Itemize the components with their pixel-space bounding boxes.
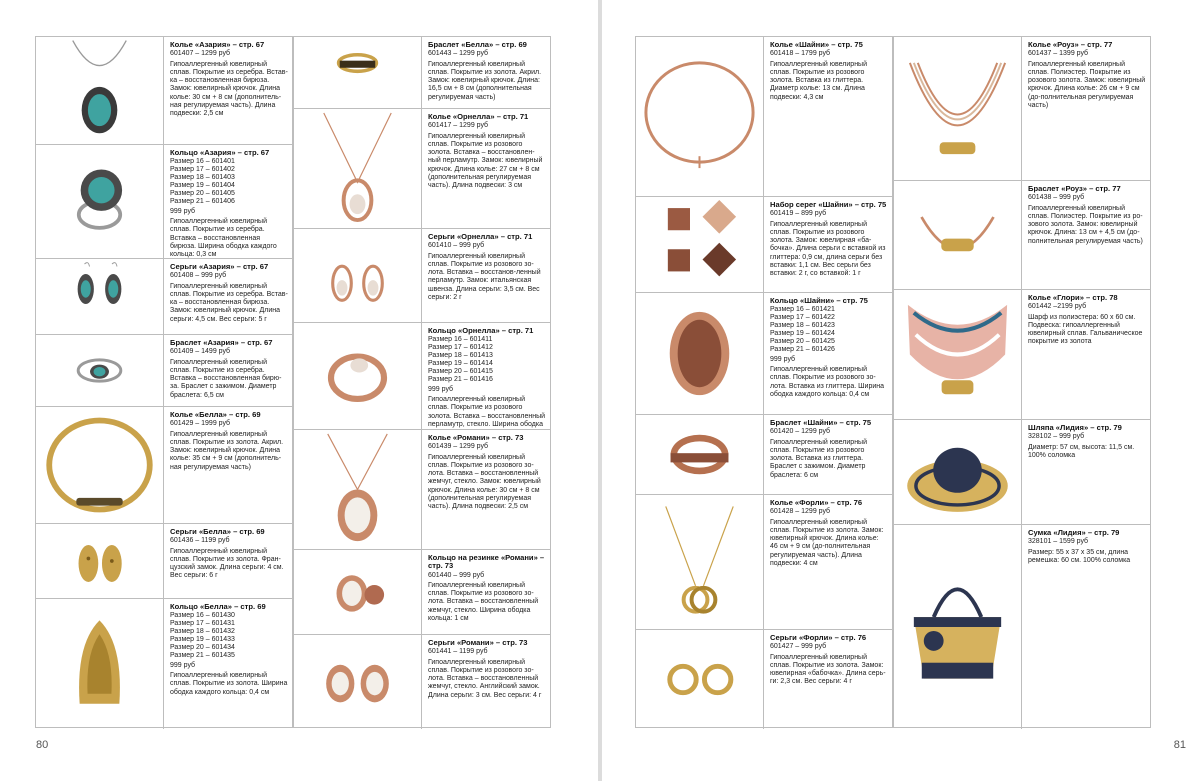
product-title: Колье «Шайни» – стр. 75 <box>770 40 863 49</box>
product-description: Гипоаллергенный ювелирный сплав. Покрытие из розового золота. Вставка из глиттера. Диаметр колье: 13 см. Длина подвески: 4,3 см <box>770 60 867 101</box>
product-info <box>422 635 550 729</box>
rings-bracelet-icon <box>894 181 1022 289</box>
glitter-bangle-icon <box>636 415 764 494</box>
size-list <box>170 612 288 659</box>
rose-drop-earrings-icon <box>294 229 422 322</box>
product-title: Колье «Белла» – стр. 69 <box>170 410 261 419</box>
product-description: Гипоаллергенный ювелирный сплав. Полиэстер. Покрытие из розового золота. Замок: ювелирный крючок. Длина колье: 26 см + 9 см (до-полнительная регулируемая часть) <box>1028 60 1146 110</box>
product-title: Шляпа «Лидия» – стр. 79 <box>1028 423 1122 432</box>
column-1 <box>35 36 293 728</box>
size-entry: Размер 21 – 601406 <box>170 197 235 205</box>
product-cell <box>894 37 1150 181</box>
gold-ring-icon <box>36 599 164 729</box>
size-entry: Размер 16 – 601401 <box>170 158 235 166</box>
product-info <box>164 259 292 334</box>
product-description: Гипоаллергенный ювелирный сплав. Покрытие из розового зо-лота. Вставка – восстановленный жемчуг, стекло. Ширина ободка кольца: 1 см <box>428 581 539 623</box>
size-entry: Размер 19 – 601424 <box>770 330 835 338</box>
product-info <box>164 524 292 598</box>
product-code-price: 328101 – 1599 руб <box>1028 538 1089 546</box>
product-cell <box>636 495 892 630</box>
product-cell <box>294 323 550 430</box>
product-description: Гипоаллергенный ювелирный сплав. Покрытие из серебра. Вставка – восстановленная бирюза. Ширина ободка каждого кольца: 0,3 см <box>170 218 277 258</box>
product-description: Гипоаллергенный ювелирный сплав. Покрытие из розового золота. Вставка – восстановлен-ный перламутр. Замок: ювелирный крючок. Длина колье: 27 см + 8 см (дополнительная регулируемая часть). Длина подвески: 3 см <box>428 132 543 190</box>
glitter-ring-icon <box>636 293 764 414</box>
product-title: Кольцо «Белла» – стр. 69 <box>170 602 266 611</box>
product-title: Сумка «Лидия» – стр. 79 <box>1028 528 1120 537</box>
product-cell <box>294 550 550 635</box>
product-description: Гипоаллергенный ювелирный сплав. Покрытие из серебра. Встав-ка – восстановленная бирюза. Замок: ювелирный крючок. Длина серьги: 4,5 см. Вес серьги: 5 г <box>170 282 288 323</box>
size-list <box>428 336 546 383</box>
size-entry: Размер 18 – 601432 <box>170 628 235 636</box>
product-info <box>764 37 892 196</box>
size-entry: Размер 20 – 601434 <box>170 643 235 651</box>
turquoise-earrings-icon <box>36 259 164 334</box>
product-description: Диаметр: 57 см, высота: 11,5 см. 100% соломка <box>1028 443 1135 459</box>
product-code-price: 601440 – 999 руб <box>428 571 485 579</box>
product-title: Колье «Орнелла» – стр. 71 <box>428 112 529 121</box>
product-cell <box>294 635 550 729</box>
product-title: Колье «Роуз» – стр. 77 <box>1028 40 1113 49</box>
product-title: Колье «Азария» – стр. 67 <box>170 40 265 49</box>
product-title: Браслет «Роуз» – стр. 77 <box>1028 184 1121 193</box>
gold-knot-necklace-icon <box>636 495 764 629</box>
product-info <box>764 293 892 414</box>
product-code-price: 328102 – 999 руб <box>1028 433 1085 441</box>
size-list <box>170 158 288 205</box>
product-info <box>1022 420 1150 524</box>
turquoise-ring-icon <box>36 145 164 258</box>
size-list <box>770 306 888 353</box>
product-description: Гипоаллергенный ювелирный сплав. Покрытие из золота. Замок: ювелирный крючок. Длина колье: 46 см + 9 см (до-полнительная регулируемая часть). Длина подвески: 4 см <box>770 518 884 568</box>
pearl-earrings-icon <box>294 635 422 729</box>
product-price: 999 руб <box>170 207 196 215</box>
product-code-price: 601438 – 999 руб <box>1028 194 1085 202</box>
product-description: Гипоаллергенный ювелирный сплав. Покрытие из розового зо-лота. Вставка – восстановленный жемчуг, стекло. Английский замок. Длина серьги: 3 см. Вес серьги: 4 г <box>428 658 542 699</box>
product-info <box>422 229 550 322</box>
page-number-right: 81 <box>1173 739 1186 751</box>
straw-hat-icon <box>894 420 1022 524</box>
square-stud-earrings-icon <box>636 197 764 292</box>
product-info <box>1022 37 1150 180</box>
turquoise-bracelet-icon <box>36 335 164 406</box>
product-info <box>164 37 292 144</box>
product-code-price: 601417 – 1299 руб <box>428 122 489 130</box>
gold-earrings-icon <box>36 524 164 598</box>
product-description: Гипоаллергенный ювелирный сплав. Покрытие из розового зо-лота. Вставка из глиттера. Ширина ободка каждого кольца: 0,4 см <box>770 366 885 398</box>
product-description: Гипоаллергенный ювелирный сплав. Покрытие из золота. Акрил. Замок: ювелирный крючок. Длина: 16,5 см + 8 см (дополнительная регулируемая часть) <box>428 60 542 101</box>
product-code-price: 601441 – 1199 руб <box>428 648 488 656</box>
size-entry: Размер 17 – 601412 <box>428 344 493 352</box>
product-title: Серьги «Белла» – стр. 69 <box>170 527 265 536</box>
size-entry: Размер 21 – 601416 <box>428 375 493 383</box>
column-4 <box>893 36 1151 728</box>
product-cell <box>636 630 892 729</box>
product-title: Кольцо на резинке «Романи» – стр. 73 <box>428 553 545 571</box>
product-code-price: 601410 – 999 руб <box>428 242 485 250</box>
left-page <box>0 0 598 781</box>
product-title: Серьги «Азария» – стр. 67 <box>170 262 269 271</box>
product-cell <box>636 37 892 197</box>
product-info <box>164 599 292 729</box>
product-cell <box>294 229 550 323</box>
product-description: Гипоаллергенный ювелирный сплав. Покрытие из золота. Фран-цузский замок. Длина серьги: 4 см. Вес серьги: 6 г <box>170 547 284 580</box>
product-info <box>422 550 550 634</box>
product-info <box>1022 525 1150 729</box>
product-cell <box>894 525 1150 729</box>
column-3 <box>635 36 893 728</box>
product-cell <box>636 293 892 415</box>
product-title: Серьги «Орнелла» – стр. 71 <box>428 232 533 241</box>
product-title: Колье «Романи» – стр. 73 <box>428 433 524 442</box>
product-description: Гипоаллергенный ювелирный сплав. Покрытие из золота. Ширина ободка каждого кольца: 0,4 см <box>170 672 288 696</box>
product-code-price: 601409 – 1499 руб <box>170 348 231 356</box>
product-code-price: 601427 – 999 руб <box>770 643 827 651</box>
size-entry: Размер 16 – 601411 <box>428 336 493 344</box>
product-cell <box>636 197 892 293</box>
product-info <box>164 335 292 406</box>
size-entry: Размер 18 – 601403 <box>170 174 235 182</box>
size-entry: Размер 20 – 601415 <box>428 367 493 375</box>
product-title: Браслет «Азария» – стр. 67 <box>170 338 273 347</box>
product-info <box>764 495 892 629</box>
gold-collar-necklace-icon <box>36 407 164 523</box>
size-entry: Размер 17 – 601422 <box>770 314 835 322</box>
size-entry: Размер 21 – 601435 <box>170 651 235 659</box>
page-number-left: 80 <box>36 739 49 751</box>
size-entry: Размер 17 – 601402 <box>170 166 235 174</box>
product-title: Кольцо «Орнелла» – стр. 71 <box>428 326 534 335</box>
product-cell <box>36 145 292 259</box>
right-page <box>602 0 1200 781</box>
product-description: Гипоаллергенный ювелирный сплав. Покрытие из розового зо-лота. Вставка – восстанов-ленный перламутр. Замок: итальянская швенза. Длина серьги: 3,5 см. Вес серьги: 2 г <box>428 252 541 302</box>
product-cell <box>294 430 550 550</box>
product-title: Кольцо «Азария» – стр. 67 <box>170 148 270 157</box>
product-cell <box>894 181 1150 290</box>
pearl-ring-icon <box>294 550 422 634</box>
straw-bag-icon <box>894 525 1022 729</box>
product-price: 999 руб <box>428 385 454 393</box>
gold-hoop-earrings-icon <box>636 630 764 729</box>
product-cell <box>36 407 292 524</box>
product-info <box>422 323 550 429</box>
product-cell <box>36 259 292 335</box>
product-info <box>164 407 292 523</box>
product-title: Набор серег «Шайни» – стр. 75 <box>770 200 887 209</box>
column-2 <box>293 36 551 728</box>
product-description: Размер: 55 х 37 х 35 см, длина ремешка: 60 см. 100% соломка <box>1028 548 1131 564</box>
product-description: Гипоаллергенный ювелирный сплав. Покрытие из золота. Замок: ювелирная «бабочка». Длина серь-ги: 2,3 см. Вес серьги: 4 г <box>770 653 886 686</box>
product-code-price: 601419 – 899 руб <box>770 210 827 218</box>
pearl-pendant-necklace-icon <box>294 430 422 549</box>
size-entry: Размер 21 – 601426 <box>770 345 835 353</box>
size-entry: Размер 16 – 601421 <box>770 306 835 314</box>
product-cell <box>36 524 292 599</box>
rose-ring-icon <box>294 323 422 429</box>
product-info <box>764 415 892 494</box>
rose-pendant-necklace-icon <box>294 109 422 228</box>
product-cell <box>294 37 550 109</box>
product-title: Кольцо «Шайни» – стр. 75 <box>770 296 868 305</box>
product-code-price: 601428 – 1299 руб <box>770 508 831 516</box>
product-code-price: 601437 – 1399 руб <box>1028 50 1089 58</box>
product-code-price: 601439 – 1299 руб <box>428 443 489 451</box>
product-price: 999 руб <box>170 661 196 669</box>
product-cell <box>36 37 292 145</box>
size-entry: Размер 20 – 601405 <box>170 189 235 197</box>
gold-bracelet-icon <box>294 37 422 108</box>
product-info <box>764 197 892 292</box>
product-code-price: 601442 –2199 руб <box>1028 303 1087 311</box>
product-description: Гипоаллергенный ювелирный сплав. Покрытие из золота. Акрил. Замок: ювелирный крючок. Длина колье: 35 см + 9 см (дополнитель-ная регулируемая часть) <box>170 430 284 471</box>
product-cell <box>894 420 1150 525</box>
product-cell <box>636 415 892 495</box>
product-title: Колье «Форли» – стр. 76 <box>770 498 863 507</box>
product-title: Браслет «Шайни» – стр. 75 <box>770 418 872 427</box>
product-description: Гипоаллергенный ювелирный сплав. Покрытие из серебра. Вставка – восстановленная бирю-за. Браслет с зажимом. Диаметр браслета: 6,5 см <box>170 358 282 399</box>
product-description: Гипоаллергенный ювелирный сплав. Покрытие из розового золота. Вставка – восстановленный перламутр, стекло. Ширина ободка <box>428 396 546 428</box>
product-code-price: 601418 – 1799 руб <box>770 50 831 58</box>
product-description: Гипоаллергенный ювелирный сплав. Покрытие из розового золота. Замок: ювелирная «ба-бочка». Длина серьги с вставкой из глиттера: 0,9 см, длина серьги без вставки: 1,1 см. Вес серьги без вставки: 2 г, со вставкой: 1 г <box>770 220 886 278</box>
product-title: Серьги «Форли» – стр. 76 <box>770 633 867 642</box>
product-cell <box>294 109 550 229</box>
product-title: Серьги «Романи» – стр. 73 <box>428 638 528 647</box>
size-entry: Размер 19 – 601404 <box>170 182 235 190</box>
product-description: Гипоаллергенный ювелирный сплав. Покрытие из розового золота. Вставка из глиттера. Браслет с зажимом. Диаметр браслета: 6 см <box>770 438 867 479</box>
product-code-price: 601407 – 1299 руб <box>170 50 231 58</box>
rose-torque-necklace-icon <box>636 37 764 196</box>
product-info <box>422 430 550 549</box>
product-code-price: 601436 – 1199 руб <box>170 537 230 545</box>
size-entry: Размер 18 – 601413 <box>428 352 493 360</box>
product-info <box>422 109 550 228</box>
product-cell <box>36 335 292 407</box>
size-entry: Размер 20 – 601425 <box>770 337 835 345</box>
product-info <box>164 145 292 258</box>
size-entry: Размер 16 – 601430 <box>170 612 235 620</box>
product-info <box>764 630 892 729</box>
product-code-price: 601429 – 1999 руб <box>170 420 231 428</box>
product-cell <box>36 599 292 729</box>
size-entry: Размер 17 – 601431 <box>170 620 235 628</box>
size-entry: Размер 19 – 601433 <box>170 636 235 644</box>
scarf-necklace-icon <box>894 290 1022 419</box>
product-description: Гипоаллергенный ювелирный сплав. Покрытие из серебра. Встав-ка – восстановленная бирюза. Замок: ювелирный крючок. Длина колье: 30 см + 8 см (дополнитель-ная регулируемая часть). Длина подвески: 2,5 см <box>170 60 288 118</box>
product-code-price: 601443 – 1299 руб <box>428 50 489 58</box>
product-code-price: 601408 – 999 руб <box>170 272 227 280</box>
product-info <box>1022 290 1150 419</box>
turquoise-necklace-icon <box>36 37 164 144</box>
product-info <box>422 37 550 108</box>
product-cell <box>894 290 1150 420</box>
product-title: Браслет «Белла» – стр. 69 <box>428 40 527 49</box>
size-entry: Размер 18 – 601423 <box>770 322 835 330</box>
product-description: Гипоаллергенный ювелирный сплав. Покрытие из розового зо-лота. Вставка – восстановленный жемчуг, стекло. Замок: ювелирный крючок. Длина колье: 30 см + 8 см (дополнительная регулируемая часть). Длина подвески: 2,5 см <box>428 453 541 511</box>
product-description: Шарф из полиэстера: 60 х 60 см. Подвеска: гипоаллергенный ювелирный сплав. Гальваническое покрытие из золота <box>1028 313 1143 346</box>
multi-strand-necklace-icon <box>894 37 1022 180</box>
product-description: Гипоаллергенный ювелирный сплав. Полиэстер. Покрытие из ро-зового золота. Замок: ювелирный крючок. Длина: 13 см + 4,5 см (до-полнительная регулируемая часть) <box>1028 204 1143 245</box>
product-title: Колье «Глори» – стр. 78 <box>1028 293 1118 302</box>
product-price: 999 руб <box>770 355 796 363</box>
product-code-price: 601420 – 1299 руб <box>770 428 831 436</box>
product-info <box>1022 181 1150 289</box>
size-entry: Размер 19 – 601414 <box>428 360 493 368</box>
